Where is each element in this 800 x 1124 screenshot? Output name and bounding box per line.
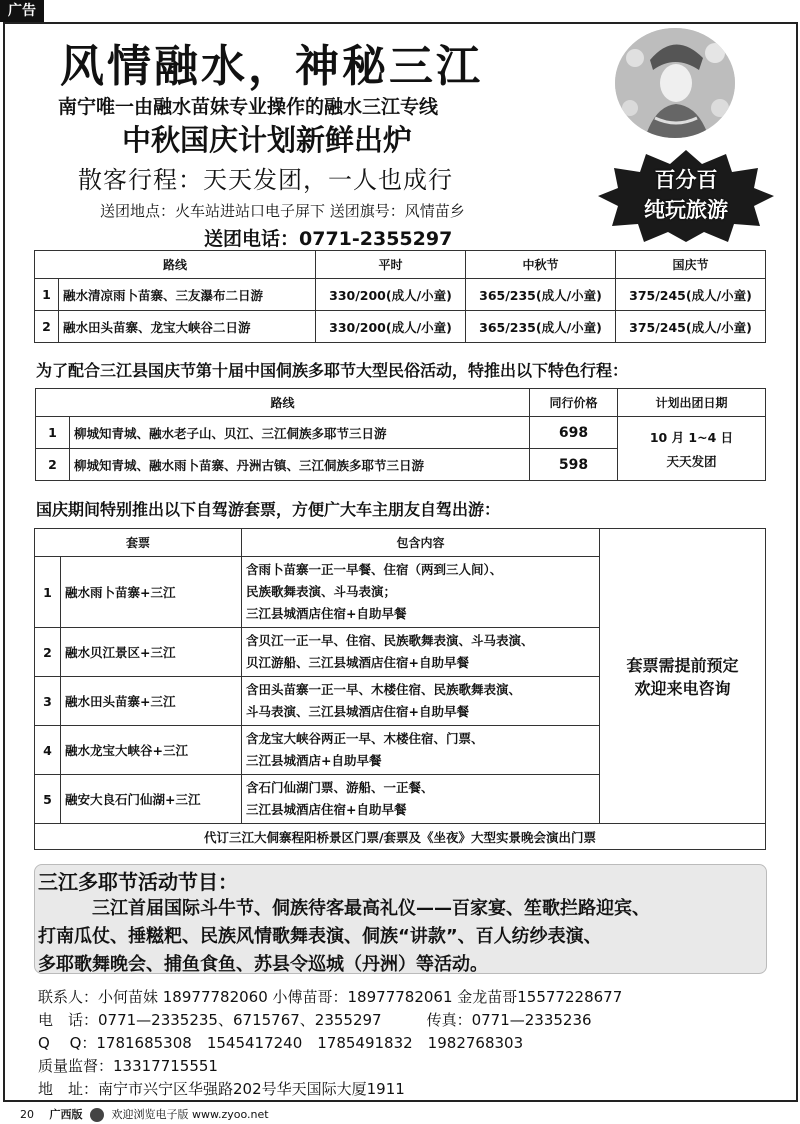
contact-quality: 质量监督：13317715551: [38, 1057, 218, 1075]
contact-people: 联系人：小何苗妹 18977782060 小傅苗哥：18977782061 金龙苗哥15577228677: [38, 988, 623, 1006]
events-line: 多耶歌舞晚会、捕鱼食鱼、苏县令巡城（丹洲）等活动。: [38, 954, 488, 975]
page-title: 风情融水，神秘三江: [60, 41, 483, 92]
row-number: 2: [35, 311, 59, 343]
content-line: 含雨卜苗寨一正一早餐、住宿（两到三人间）、: [246, 562, 503, 577]
content-line: 三江县城酒店+自助早餐: [246, 753, 382, 768]
page-number: 20: [20, 1108, 34, 1121]
page-footer: [20, 1106, 269, 1122]
phone-info: 送团电话：0771-2355297: [204, 228, 453, 250]
table-row: [35, 311, 766, 343]
contact-address: 地 址：南宁市兴宁区华强路202号华天国际大厦1911: [38, 1080, 405, 1098]
row-number: 2: [35, 628, 61, 677]
package-name: 融水田头苗寨+三江: [61, 677, 242, 726]
route-name: 融水田头苗寨、龙宝大峡谷二日游: [59, 311, 316, 343]
content-line: 含石门仙湖门票、游船、一正餐、: [246, 780, 434, 795]
daily-departure: 天天发团: [666, 453, 717, 469]
booking-note-line1: 套票需提前预定: [626, 656, 739, 675]
package-name: 融水雨卜苗寨+三江: [61, 557, 242, 628]
events-line: 三江首届国际斗牛节、侗族待客最高礼仪——百家宴、笙歌拦路迎宾、: [92, 898, 650, 919]
section-heading-festival: 为了配合三江县国庆节第十届中国侗族多耶节大型民俗活动，特推出以下特色行程：: [36, 361, 629, 380]
table-row: [36, 417, 766, 449]
self-drive-package-table: [34, 528, 766, 850]
content-line: 三江县城酒店住宿+自助早餐: [246, 802, 407, 817]
package-contents: [242, 677, 600, 726]
content-line: 含贝江一正一早、住宿、民族歌舞表演、斗马表演、: [246, 633, 534, 648]
contact-phone-fax: 电 话：0771—2335235、6715767、2355297 传真：0771—2335236: [38, 1011, 592, 1029]
col-mid-autumn: 中秋节: [466, 251, 616, 279]
col-contents: 包含内容: [242, 529, 600, 557]
price-national-day: 375/245(成人/小童): [616, 279, 766, 311]
col-route: 路线: [36, 389, 530, 417]
package-contents: [242, 628, 600, 677]
route-price: 698: [530, 417, 618, 449]
route-name: 柳城知青城、融水老子山、贝江、三江侗族多耶节三日游: [70, 417, 530, 449]
festival-route-table: [35, 388, 766, 481]
logo-icon: [90, 1108, 104, 1122]
col-price: 同行价格: [530, 389, 618, 417]
row-number: 5: [35, 775, 61, 824]
row-number: 3: [35, 677, 61, 726]
row-number: 2: [36, 449, 70, 481]
section-heading-selfdrive: 国庆期间特别推出以下自驾游套票，方便广大车主朋友自驾出游：: [36, 500, 501, 519]
row-number: 1: [35, 557, 61, 628]
content-line: 含龙宝大峡谷两正一早、木楼住宿、门票、: [246, 731, 484, 746]
ad-tag: 广告: [0, 0, 44, 22]
col-normal: 平时: [316, 251, 466, 279]
package-contents: [242, 726, 600, 775]
route-price: 598: [530, 449, 618, 481]
price-national-day: 375/245(成人/小童): [616, 311, 766, 343]
content-line: 含田头苗寨一正一早、木楼住宿、民族歌舞表演、: [246, 682, 522, 697]
content-line: 三江县城酒店住宿+自助早餐: [246, 606, 407, 621]
col-date: 计划出团日期: [618, 389, 766, 417]
badge-line1: 百分百: [654, 168, 718, 192]
content-line: 斗马表演、三江县城酒店住宿+自助早餐: [246, 704, 469, 719]
package-contents: [242, 557, 600, 628]
events-title: 三江多耶节活动节目：: [38, 870, 238, 894]
meeting-info: 送团地点：火车站进站口电子屏下 送团旗号：风情苗乡: [100, 202, 465, 220]
headline: 中秋国庆计划新鲜出炉: [122, 123, 413, 157]
edition-label: 广西版: [49, 1108, 83, 1121]
slogan: 散客行程：天天发团，一人也成行: [78, 166, 453, 194]
package-contents: [242, 775, 600, 824]
badge-line2: 纯玩旅游: [644, 198, 728, 222]
col-national-day: 国庆节: [616, 251, 766, 279]
package-name: 融水贝江景区+三江: [61, 628, 242, 677]
content-line: 贝江游船、三江县城酒店住宿+自助早餐: [246, 655, 469, 670]
departure-date: [618, 417, 766, 481]
price-mid-autumn: 365/235(成人/小童): [466, 279, 616, 311]
pure-tour-badge: [598, 150, 774, 242]
row-number: 1: [35, 279, 59, 311]
website-link[interactable]: 欢迎浏览电子版 www.zyoo.net: [111, 1108, 269, 1121]
booking-note-line2: 欢迎来电咨询: [634, 679, 731, 698]
events-line: 打南瓜仗、捶糍粑、民族风情歌舞表演、侗族“讲款”、百人纺纱表演、: [38, 926, 602, 947]
route-price-table: [34, 250, 766, 343]
booking-note: [600, 529, 766, 824]
ticket-booking-note: 代订三江大侗寨程阳桥景区门票/套票及《坐夜》大型实景晚会演出门票: [35, 824, 766, 850]
content-line: 民族歌舞表演、斗马表演；: [246, 584, 397, 599]
col-route: 路线: [35, 251, 316, 279]
col-package: 套票: [35, 529, 242, 557]
contact-qq: Q Q：1781685308 1545417240 1785491832 1982768303: [38, 1034, 524, 1052]
price-normal: 330/200(成人/小童): [316, 311, 466, 343]
package-name: 融安大良石门仙湖+三江: [61, 775, 242, 824]
route-name: 融水清凉雨卜苗寨、三友瀑布二日游: [59, 279, 316, 311]
table-row: [35, 279, 766, 311]
route-name: 柳城知青城、融水雨卜苗寨、丹洲古镇、三江侗族多耶节三日游: [70, 449, 530, 481]
miao-girl-photo: [615, 28, 735, 138]
subtitle: 南宁唯一由融水苗妹专业操作的融水三江专线: [58, 96, 439, 118]
row-number: 4: [35, 726, 61, 775]
date-range: 10 月 1~4 日: [649, 429, 734, 445]
price-normal: 330/200(成人/小童): [316, 279, 466, 311]
row-number: 1: [36, 417, 70, 449]
package-name: 融水龙宝大峡谷+三江: [61, 726, 242, 775]
price-mid-autumn: 365/235(成人/小童): [466, 311, 616, 343]
